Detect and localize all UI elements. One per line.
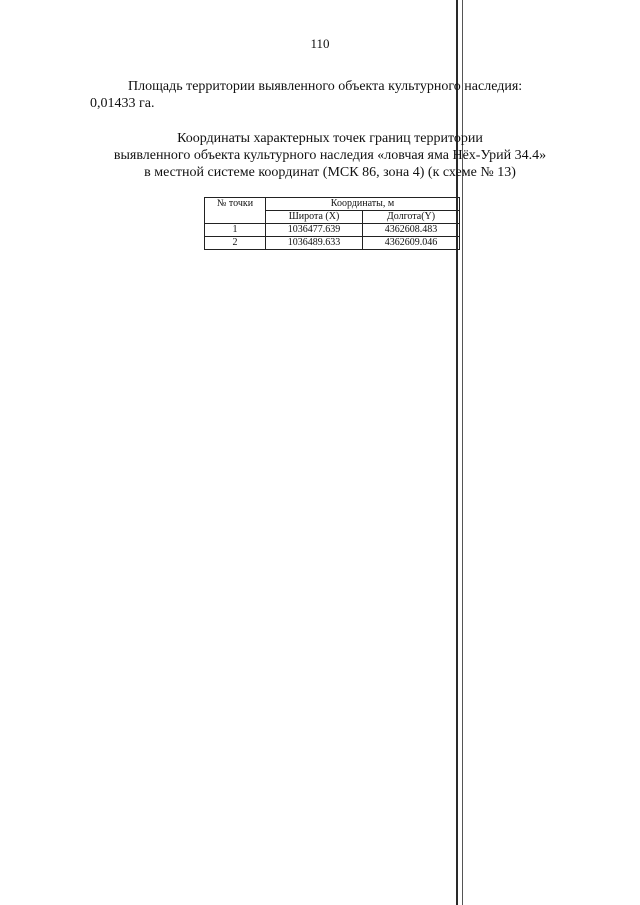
caption-line: Координаты характерных точек границ территории: [177, 131, 483, 146]
intro-area-line1: Площадь территории выявленного объекта культурного наследия:: [128, 79, 523, 94]
col-lon-header: Долгота(Y): [363, 211, 460, 224]
coordinates-table: [204, 197, 460, 250]
point-number: 1: [205, 224, 266, 237]
table-row: [205, 237, 460, 250]
col-coords-header: Координаты, м: [266, 198, 460, 211]
longitude-value: 4362608.483: [363, 224, 460, 237]
section-caption: [80, 130, 580, 181]
point-number: 2: [205, 237, 266, 250]
longitude-value: 4362609.046: [363, 237, 460, 250]
caption-line: в местной системе координат (МСК 86, зона 4) (к схеме № 13): [144, 165, 516, 180]
col-lat-header: Широта (X): [266, 211, 363, 224]
caption-line: выявленного объекта культурного наследия «ловчая яма Нёх-Урий 34.4»: [113, 148, 547, 163]
page-number: 110: [310, 36, 330, 51]
col-point-header: № точки: [205, 198, 266, 224]
intro-area-line2: 0,01433 га.: [90, 96, 155, 111]
intro-area-paragraph: [90, 78, 572, 112]
latitude-value: 1036477.639: [266, 224, 363, 237]
latitude-value: 1036489.633: [266, 237, 363, 250]
table-row: [205, 224, 460, 237]
